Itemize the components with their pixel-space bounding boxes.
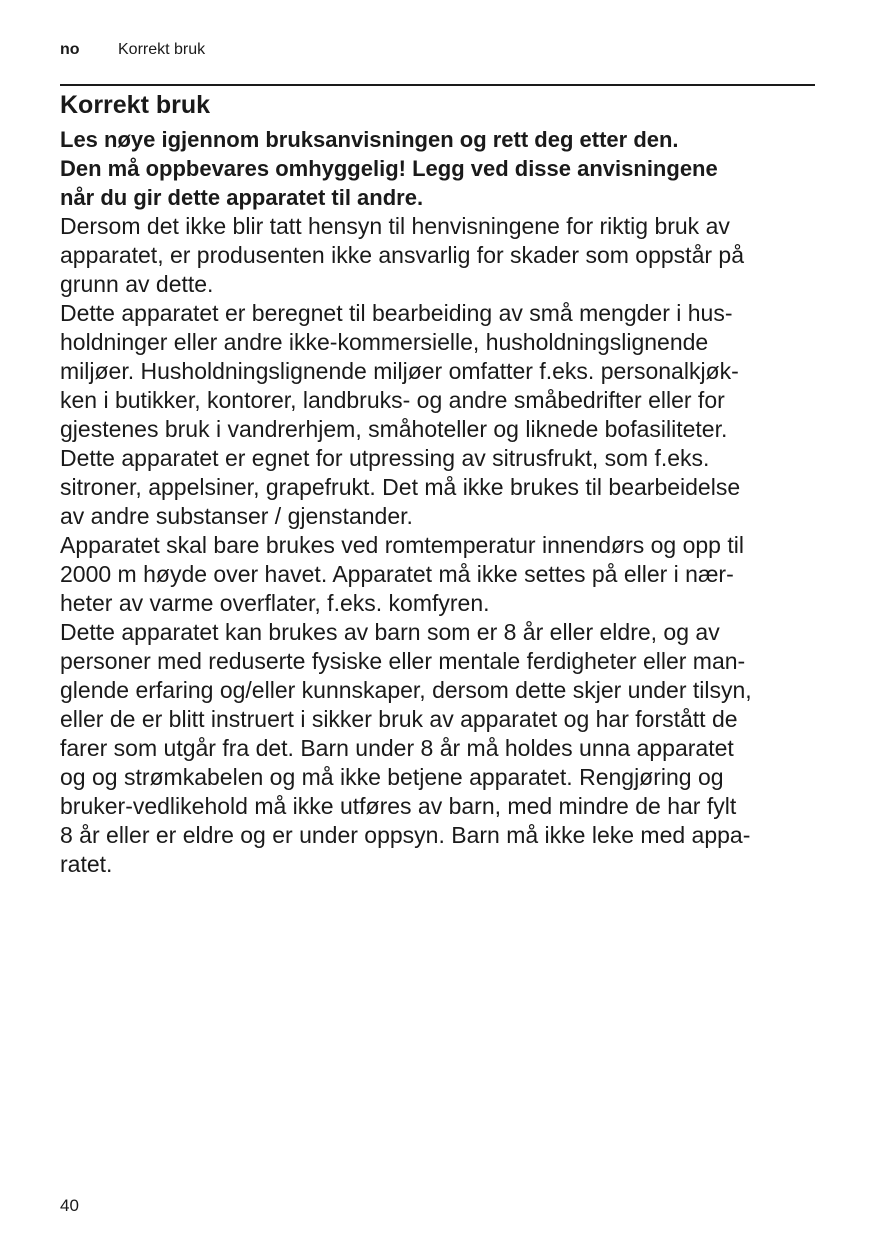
text-line: glende erfaring og/eller kunnskaper, dersom dette skjer under tilsyn, [60,677,752,703]
warning-line: Den må oppbevares omhyggelig! Legg ved disse anvisningene [60,156,718,181]
language-code: no [60,41,80,58]
text-line: gjestenes bruk i vandrerhjem, småhoteller og liknede bofasiliteter. [60,416,728,442]
text-line: Dersom det ikke blir tatt hensyn til henvisningene for riktig bruk av [60,213,730,239]
children-safety-paragraph [60,618,815,879]
liability-paragraph [60,212,815,299]
text-line: 2000 m høyde over havet. Apparatet må ikke settes på eller i nær- [60,561,734,587]
text-line: heter av varme overflater, f.eks. komfyren. [60,590,490,616]
text-line: ken i butikker, kontorer, landbruks- og andre småbedrifter eller for [60,387,725,413]
text-line: Dette apparatet er beregnet til bearbeiding av små mengder i hus- [60,300,733,326]
intended-use-paragraph [60,299,815,444]
text-line: holdninger eller andre ikke-kommersielle, husholdningslignende [60,329,709,355]
header-divider [60,84,815,86]
text-line: bruker-vedlikehold må ikke utføres av barn, med mindre de har fylt [60,793,737,819]
text-line: Dette apparatet er egnet for utpressing av sitrusfrukt, som f.eks. [60,445,710,471]
running-header [60,40,205,60]
text-line: og og strømkabelen og må ikke betjene apparatet. Rengjøring og [60,764,724,790]
text-line: personer med reduserte fysiske eller mentale ferdigheter eller man- [60,648,746,674]
warning-paragraph [60,125,815,212]
text-line: av andre substanser / gjenstander. [60,503,413,529]
environment-paragraph [60,531,815,618]
header-section-title: Korrekt bruk [118,41,206,58]
text-line: Dette apparatet kan brukes av barn som er 8 år eller eldre, og av [60,619,720,645]
text-line: miljøer. Husholdningslignende miljøer omfatter f.eks. personalkjøk- [60,358,739,384]
warning-line: Les nøye igjennom bruksanvisningen og rett deg etter den. [60,127,679,152]
text-line: apparatet, er produsenten ikke ansvarlig for skader som oppstår på [60,242,744,268]
page-title: Korrekt bruk [60,91,211,119]
page-number: 40 [60,1196,79,1215]
text-line: farer som utgår fra det. Barn under 8 år må holdes unna apparatet [60,735,734,761]
text-line: ratet. [60,851,113,877]
text-line: grunn av dette. [60,271,214,297]
text-line: Apparatet skal bare brukes ved romtemperatur innendørs og opp til [60,532,744,558]
text-line: 8 år eller er eldre og er under oppsyn. Barn må ikke leke med appa- [60,822,751,848]
body-text [60,125,815,879]
citrus-use-paragraph [60,444,815,531]
warning-line: når du gir dette apparatet til andre. [60,185,424,210]
text-line: eller de er blitt instruert i sikker bruk av apparatet og har forstått de [60,706,738,732]
text-line: sitroner, appelsiner, grapefrukt. Det må ikke brukes til bearbeidelse [60,474,741,500]
